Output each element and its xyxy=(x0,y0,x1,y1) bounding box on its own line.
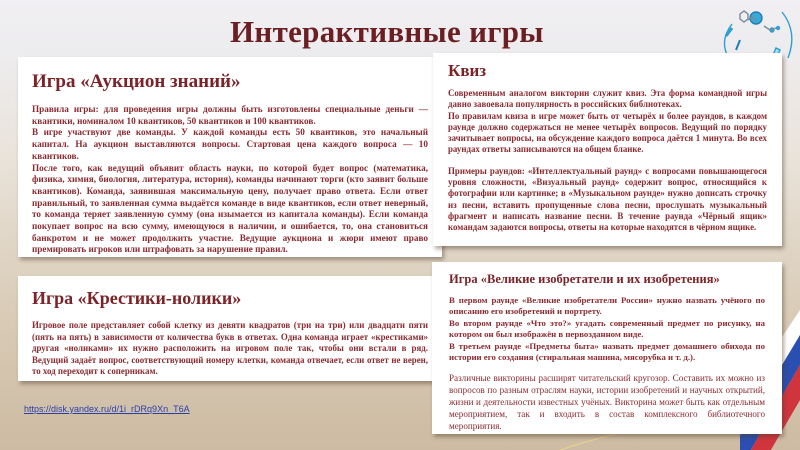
quiz-rounds-paragraph: Примеры раундов: «Интеллектуальный раунд» с вопросами повышающегося уровня сложности, «Визуальный раунд» содержит вопрос, относящийся к фотографии или картинке; в «Музыкальном раунде» нужно дописать строчку из песни, вставить пропущенные слова песни, прослушать музыкальный фрагмент и написать название песни. В течение раунда «Чёрный ящик» командам задаются вопросы, ответы на которые находятся в чёрном ящике. xyxy=(448,165,767,233)
quiz-panel xyxy=(433,53,782,246)
auction-process-paragraph: После того, как ведущий объявит область науки, по которой будет вопрос (математика, физика, химия, биология, литература, история), команды начинают торги (кто заявит больше квантиков). Команда, заявившая максимальную цену, получает право ответа. Если ответ правильный, то заявленная сумма выдаётся команде в виде квантиков, если ответ неверный, то команда теряет заявленную сумму (она изымается из капитала команды). Если команда покупает вопрос на всю сумму, имеющуюся в наличии, и ошибается, то, она становиться банкротом и не может продолжить участие. Ведущие аукциона и жюри имеют право премировать игроков или штрафовать за нарушение правил. xyxy=(32,162,428,255)
auction-teams-paragraph: В игре участвуют две команды. У каждой команды есть 50 квантиков, это начальный капитал. На аукцион выставляются вопросы. Стартовая цена каждого вопроса — 10 квантиков. xyxy=(32,127,428,161)
tictactoe-rules-paragraph: Игровое поле представляет собой клетку из девяти квадратов (три на три) или двадцати пяти (пять на пять) в зависимости от количества букв в ответах. Одна команда играет «крестиками» другая «ноликами» их нужно расположить на игровом поле так, чтобы они встали в ряд. Ведущий задаёт вопрос, соответствующий номеру клетки, команда отвечает, если ответ не верен, то ход переходит к соперникам. xyxy=(32,320,428,376)
spacer xyxy=(448,156,767,166)
inventors-round3-paragraph: В третьем раунде «Предметы быта» назвать предмет домашнего обихода по истории его создания (стиральная машина, мясорубка и т. д.). xyxy=(449,340,765,363)
quiz-heading: Квиз xyxy=(448,61,487,80)
quiz-rules-paragraph: По правилам квиза в игре может быть от четырёх и более раундов, в каждом раунде должно содержаться не менее четырёх вопросов. Ведущий по порядку зачитывает вопросы, на обсуждение каждого вопроса даётся 1 минута. Во всех раундах ответы записываются на общем бланке. xyxy=(448,110,767,155)
inventors-round1-paragraph: В первом раунде «Великие изобретатели России» нужно назвать учёного по описанию его изобретений и портрету. xyxy=(449,295,765,317)
page-title: Интерактивные игры xyxy=(230,14,544,49)
auction-rules-paragraph: Правила игры: для проведения игры должны быть изготовлены специальные деньги — квантики, номиналом 10 квантиков, 50 квантиков и 100 квантиков. xyxy=(32,104,428,126)
tictactoe-heading: Игра «Крестики-нолики» xyxy=(32,288,242,308)
inventors-heading: Игра «Великие изобретатели и их изобретения» xyxy=(449,272,720,286)
quiz-intro-paragraph: Современным аналогом викторин служит квиз. Эта форма командной игры давно завоевала популярность в российских библиотеках. xyxy=(448,88,767,110)
inventors-game-panel xyxy=(432,262,782,434)
inventors-summary-paragraph: Различные викторины расширят читательский кругозор. Составить их можно из вопросов по разным отраслям науки, истории изобретений и научных открытий, жизни и деятельности известных учёных. Викторина может быть как отдельным мероприятием, так и входить в состав комплексного библиотечного мероприятия. xyxy=(449,373,765,432)
inventors-round2-paragraph: Во втором раунде «Что это?» угадать современный предмет по рисунку, на котором он был изображён в первозданном виде. xyxy=(449,317,765,340)
auction-game-panel xyxy=(18,57,442,257)
tictactoe-game-panel xyxy=(18,276,442,381)
yandex-disk-link[interactable]: https://disk.yandex.ru/d/1i_rDRq9Xn_T6A xyxy=(24,404,190,414)
auction-heading: Игра «Аукцион знаний» xyxy=(32,71,241,92)
